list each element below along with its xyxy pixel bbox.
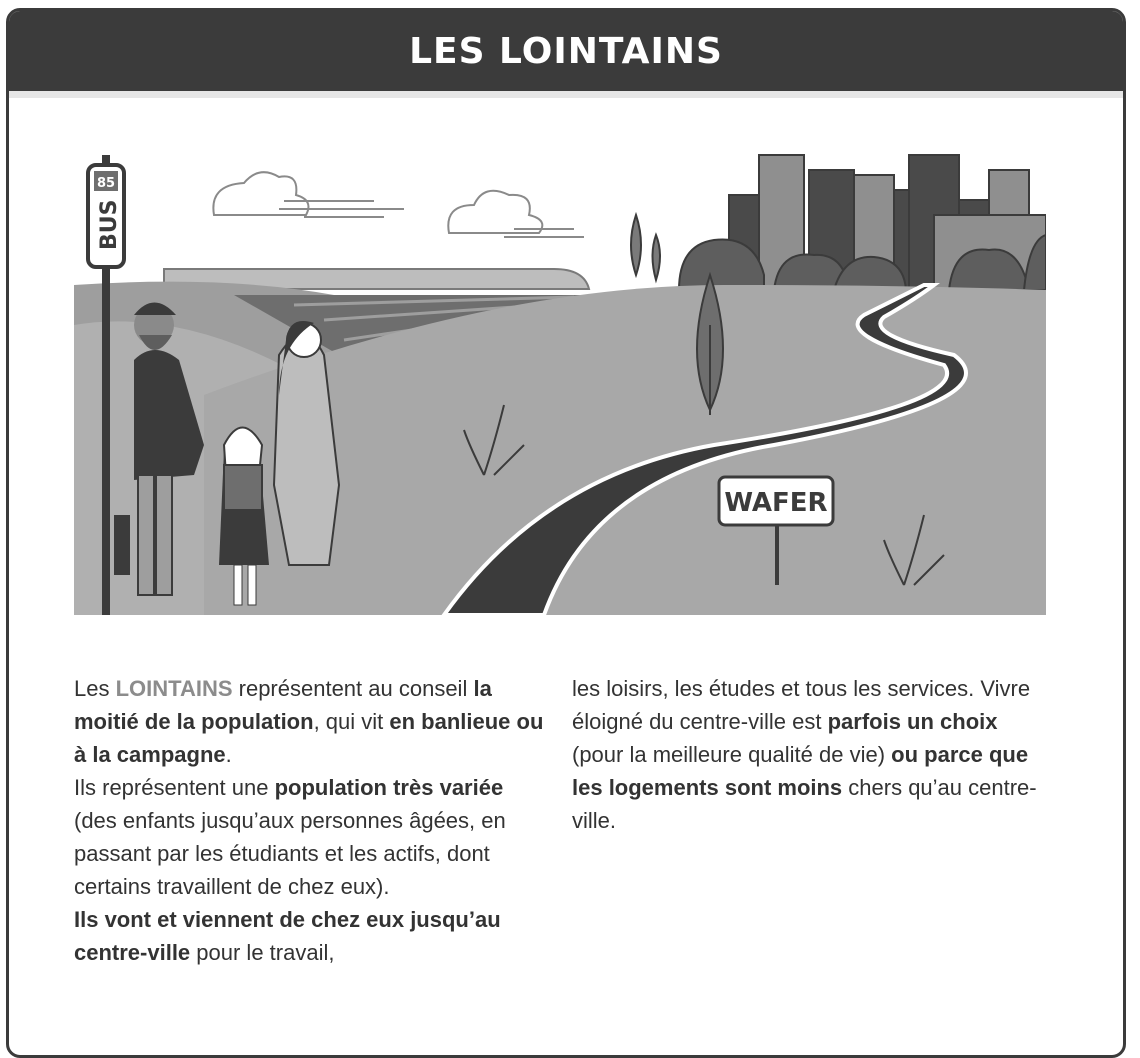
text-span: pour le travail, [190, 940, 335, 965]
bold-span: la moitié de la population [74, 676, 492, 734]
text-span: . [225, 742, 232, 767]
lointains-highlight: LOINTAINS [115, 676, 233, 701]
text-span: représentent au conseil [232, 676, 474, 701]
illustration [74, 145, 1046, 615]
text-column-right [572, 672, 1046, 969]
header-bar [9, 11, 1123, 91]
poplar-trees [631, 215, 660, 280]
header-underline [9, 91, 1123, 98]
text-span: chers qu’au centre-ville. [572, 775, 1037, 833]
bus-stop-number: 85 [96, 176, 116, 191]
paragraph-3 [74, 903, 548, 969]
page-title: LES LOINTAINS [409, 30, 723, 72]
body-text [74, 672, 1046, 969]
text-column-left [74, 672, 548, 969]
bold-span: Ils vont et viennent de chez eux jusqu’au centre-ville [74, 907, 501, 965]
bold-span: en banlieue ou à la campagne [74, 709, 544, 767]
text-span: Les [74, 676, 116, 701]
bus-stop-label: BUS [97, 199, 122, 250]
paragraph-4 [572, 672, 1046, 837]
town-sign-label: WAFER [724, 488, 828, 518]
paragraph-2 [74, 771, 548, 903]
text-span: les loisirs, les études et tous les services. Vivre éloigné du centre-ville est [572, 676, 1031, 734]
paragraph-1 [74, 672, 548, 771]
cloud-right [448, 191, 584, 237]
text-span: (des enfants jusqu’aux personnes âgées, en passant par les étudiants et les actifs, dont certains travaillent de chez eux). [74, 808, 506, 899]
bold-span: ou parce que les logements sont moins [572, 742, 1029, 800]
bold-span: parfois un choix [827, 709, 998, 734]
text-span: Ils représentent une [74, 775, 275, 800]
text-span: , qui vit [313, 709, 390, 734]
bold-span: population très variée [274, 775, 504, 800]
cloud-left [213, 172, 404, 217]
text-span: (pour la meilleure qualité de vie) [572, 742, 892, 767]
